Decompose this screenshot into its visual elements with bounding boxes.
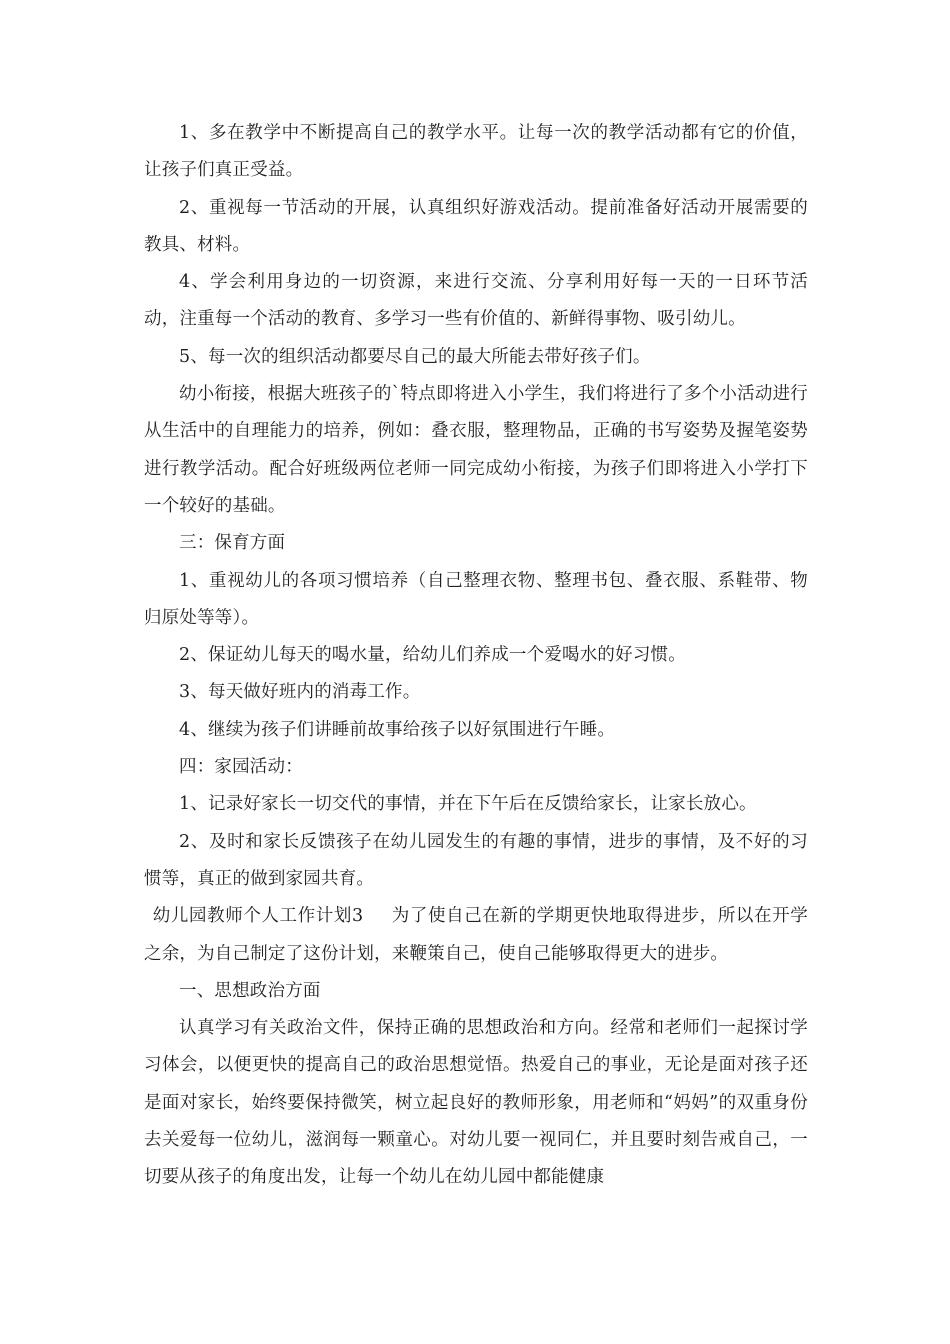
heading-home: 四：家园活动：: [179, 757, 303, 778]
document-body: [144, 115, 808, 1197]
paragraph-transition: 幼小衔接，根据大班孩子的`特点即将进入小学生，我们将进行了多个小活动进行从生活中的自理能力的培养，例如：叠衣服，整理物品，正确的书写姿势及握笔姿势进行教学活动。配合好班级两位老师一同完成幼小衔接，为孩子们即将进入小学打下一个较好的基础。: [144, 384, 808, 516]
heading-care: 三：保育方面: [179, 533, 286, 554]
paragraph-item-4: 4、学会利用身边的一切资源，来进行交流、分享利用好每一天的一日环节活动，注重每一个活动的教育、多学习一些有价值的、新鲜得事物、吸引幼儿。: [144, 272, 808, 330]
paragraph-item-5: 5、每一次的组织活动都要尽自己的最大所能去带好孩子们。: [179, 346, 651, 367]
paragraph-item-2: 2、重视每一节活动的开展，认真组织好游戏活动。提前准备好活动开展需要的教具、材料。: [144, 197, 808, 255]
paragraph-home-1: 1、记录好家长一切交代的事情，并在下午后在反馈给家长，让家长放心。: [179, 794, 757, 815]
plan-title-paragraph: [144, 898, 808, 973]
paragraph-care-2: 2、保证幼儿每天的喝水量，给幼儿们养成一个爱喝水的好习惯。: [179, 645, 686, 666]
section-heading: 一、思想政治方面: [179, 980, 321, 1001]
plan-intro: 为了使自己在新的学期更快地取得进步，所以在开学之余，为自己制定了这份计划，来鞭策自己，使自己能够取得更大的进步。: [144, 906, 808, 964]
paragraph-care-4: 4、继续为孩子们讲睡前故事给孩子以好氛围进行午睡。: [179, 719, 616, 740]
closing-paragraph: 认真学习有关政治文件，保持正确的思想政治和方向。经常和老师们一起探讨学习体会，以便更快的提高自己的政治思想觉悟。热爱自己的事业，无论是面对孩子还是面对家长，始终要保持微笑，树立起良好的教师形象，用老师和“妈妈”的双重身份去关爱每一位幼儿，滋润每一颗童心。对幼儿要一视同仁，并且要时刻告戒自己，一切要从孩子的角度出发，让每一个幼儿在幼儿园中都能健康: [144, 1018, 808, 1188]
paragraph-item-1: 1、多在教学中不断提高自己的教学水平。让每一次的教学活动都有它的价值，让孩子们真正受益。: [144, 123, 808, 181]
plan-title: 幼儿园教师个人工作计划3: [152, 906, 364, 927]
paragraph-care-1: 1、重视幼儿的各项习惯培养（自己整理衣物、整理书包、叠衣服、系鞋带、物归原处等等）。: [144, 570, 808, 628]
paragraph-care-3: 3、每天做好班内的消毒工作。: [179, 682, 421, 703]
paragraph-home-2: 2、及时和家长反馈孩子在幼儿园发生的有趣的事情，进步的事情，及不好的习惯等，真正的做到家园共育。: [144, 831, 808, 889]
